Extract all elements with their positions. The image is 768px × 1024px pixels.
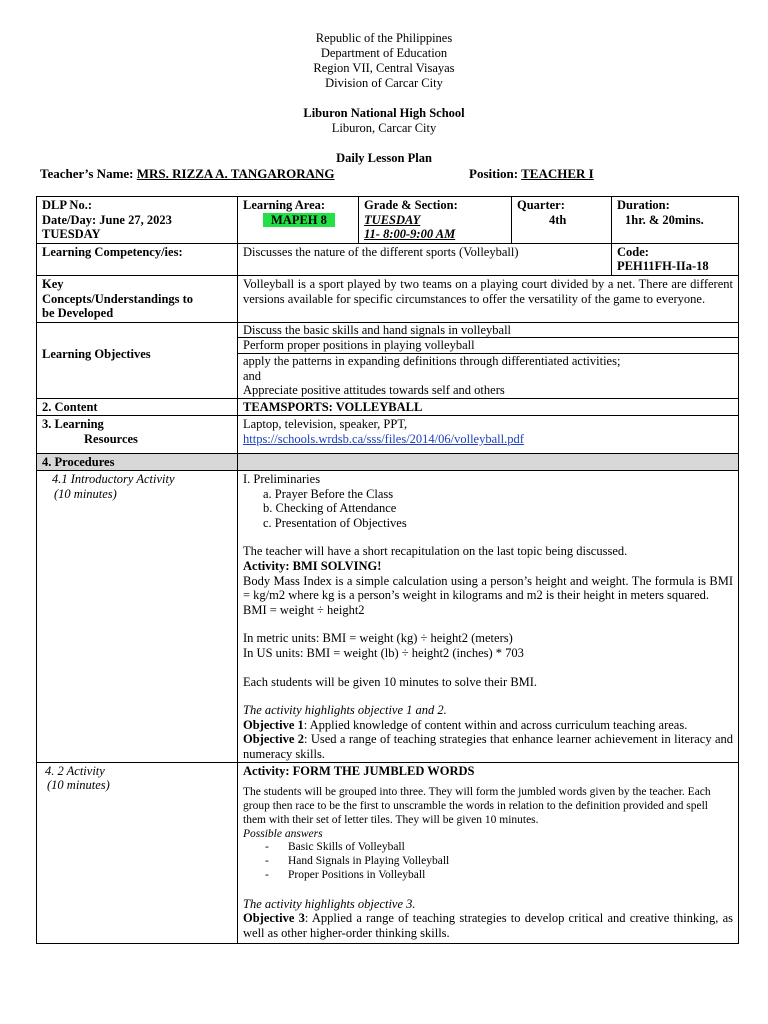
key-concepts-row (37, 275, 739, 322)
intro-activity-row (37, 471, 739, 763)
position-value: TEACHER I (521, 166, 594, 181)
content-label: 2. Content (37, 398, 238, 416)
key-concepts-label (37, 275, 238, 322)
bmi-description: Body Mass Index is a simple calculation using a person’s height and weight. The formula is BMI = kg/m2 where kg is a person’s weight in kilograms and m2 is their height in meters squared. (243, 573, 733, 603)
bmi-formula: BMI = weight ÷ height2 (243, 602, 365, 617)
grade-time: 11- 8:00-9:00 AM (364, 227, 456, 242)
activity-title: Activity: FORM THE JUMBLED WORDS (243, 763, 475, 778)
answer-item (243, 869, 733, 883)
objectives-list (238, 322, 739, 398)
resources-label-1: 3. Learning (42, 417, 104, 432)
grade-section-cell (359, 197, 512, 244)
procedures-bar (238, 453, 739, 471)
learning-area-value: MAPEH 8 (263, 213, 335, 227)
quarter-cell (512, 197, 612, 244)
intro-activity-label (37, 471, 238, 763)
teacher-name-label: Teacher’s Name: (40, 166, 134, 181)
activity-time: (10 minutes) (47, 778, 110, 793)
preliminary-item: a. Prayer Before the Class (263, 486, 394, 501)
objective-3-label: Objective 3 (243, 911, 305, 926)
activity-highlights: The activity highlights objective 3. (243, 896, 416, 911)
date-label: Date/Day: June 27, 2023 (42, 212, 172, 227)
intro-activity-body (238, 471, 739, 763)
document-header (0, 31, 768, 91)
objective-3 (243, 911, 733, 940)
key-concepts-text: Volleyball is a sport played by two teams on a playing court divided by a net. There are different versions available for specific circumstances to offer the versatility of the game to everyone. (238, 275, 739, 322)
recap-text: The teacher will have a short recapitulation on the last topic being discussed. (243, 544, 628, 559)
intro-label: 4.1 Introductory Activity (52, 472, 175, 487)
resources-text (238, 416, 739, 453)
resources-link[interactable]: https://schools.wrdsb.ca/sss/files/2014/06/volleyball.pdf (243, 431, 524, 446)
header-line-4: Division of Carcar City (325, 76, 443, 90)
quarter-value: 4th (549, 212, 567, 227)
dlp-label: DLP No.: (42, 198, 92, 212)
objective-2 (243, 732, 733, 761)
school-header (0, 106, 768, 136)
bmi-instruction: Each students will be given 10 minutes to solve their BMI. (243, 674, 538, 689)
objective-item: and (243, 368, 262, 383)
quarter-label: Quarter: (517, 198, 565, 212)
dash: - (265, 868, 269, 881)
resources-row (37, 416, 739, 453)
learning-area-label: Learning Area: (243, 198, 326, 212)
learning-area-cell (238, 197, 359, 244)
competency-text: Discusses the nature of the different sports (Volleyball) (238, 243, 612, 275)
dash: - (265, 855, 269, 868)
objective-2-text: : Used a range of teaching strategies that enhance learner achievement in literacy and numeracy skills. (243, 732, 733, 761)
info-row (37, 197, 739, 244)
content-text: TEAMSPORTS: VOLLEYBALL (238, 398, 739, 416)
objective-1-label: Objective 1 (243, 717, 304, 732)
intro-highlights: The activity highlights objective 1 and 2. (243, 703, 447, 718)
resources-label (37, 416, 238, 453)
grade-day: TUESDAY (364, 212, 421, 227)
bmi-us: In US units: BMI = weight (lb) ÷ height2 (inches) * 703 (243, 646, 524, 661)
code-value: PEH11FH-IIa-18 (617, 259, 709, 274)
objectives-label: Learning Objectives (37, 322, 238, 398)
teacher-name: MRS. RIZZA A. TANGARORANG (136, 166, 335, 181)
header-line-3: Region VII, Central Visayas (313, 61, 455, 75)
activity-label-text: 4. 2 Activity (45, 763, 105, 778)
objective-item: Discuss the basic skills and hand signals in volleyball (243, 322, 512, 337)
objective-2-label: Objective 2 (243, 732, 304, 747)
answer-text: Hand Signals in Playing Volleyball (288, 855, 450, 868)
preliminary-item: b. Checking of Attendance (263, 501, 397, 516)
procedures-label: 4. Procedures (37, 453, 238, 471)
grade-section-label: Grade & Section: (364, 198, 458, 212)
duration-value: 1hr. & 20mins. (625, 212, 704, 227)
preliminary-item: c. Presentation of Objectives (263, 515, 407, 530)
intro-time: (10 minutes) (54, 486, 117, 501)
procedures-row (37, 453, 739, 471)
activity-description: The students will be grouped into three. They will form the jumbled words given by the teacher. Each group then race to be the first to unscramble the words in relation to the definition provided and spell them with their set of letter tiles. They will be given 10 minutes. (243, 786, 711, 826)
header-line-2: Department of Education (320, 46, 448, 60)
bmi-metric: In metric units: BMI = weight (kg) ÷ height2 (meters) (243, 631, 513, 646)
dlp-cell (37, 197, 238, 244)
activity-body (238, 762, 739, 943)
answer-text: Proper Positions in Volleyball (288, 868, 426, 881)
dash: - (265, 841, 269, 854)
bmi-activity-title: Activity: BMI SOLVING! (243, 559, 382, 574)
document-title: Daily Lesson Plan (336, 151, 432, 165)
resources-list: Laptop, television, speaker, PPT, (243, 417, 408, 432)
answer-item (243, 855, 733, 869)
key-label-2: Concepts/Understandings to (42, 291, 194, 306)
objective-item: Appreciate positive attitudes towards self and others (243, 383, 505, 398)
answer-item (243, 841, 733, 855)
activity-row (37, 762, 739, 943)
preliminaries-heading: I. Preliminaries (243, 472, 321, 487)
key-label-3: be Developed (42, 306, 114, 321)
content-row (37, 398, 739, 416)
duration-label: Duration: (617, 198, 670, 212)
objective-3-text: : Applied a range of teaching strategies to develop critical and creative thinking, as well as other higher-order thinking skills. (243, 911, 733, 940)
code-cell (612, 243, 739, 275)
code-label: Code: (617, 244, 649, 259)
day-value: TUESDAY (42, 227, 101, 242)
objective-1-text: : Applied knowledge of content within and across curriculum teaching areas. (303, 717, 688, 732)
possible-answers-label: Possible answers (243, 827, 323, 840)
activity-label (37, 762, 238, 943)
school-address: Liburon, Carcar City (331, 121, 437, 135)
key-label-1: Key (42, 276, 64, 291)
objective-item: apply the patterns in expanding definitions through differentiated activities; (238, 353, 738, 369)
objectives-row (37, 322, 739, 398)
header-line-1: Republic of the Philippines (315, 31, 453, 45)
position-label: Position: (469, 166, 519, 181)
objective-1 (243, 718, 733, 733)
competency-row (37, 243, 739, 275)
answer-text: Basic Skills of Volleyball (288, 841, 405, 854)
position-group (469, 166, 594, 181)
teacher-line (40, 166, 740, 181)
objective-item: Perform proper positions in playing volleyball (238, 337, 738, 353)
duration-cell (612, 197, 739, 244)
competency-label: Learning Competency/ies: (37, 243, 238, 275)
resources-label-2: Resources (84, 431, 138, 446)
school-name: Liburon National High School (303, 106, 465, 120)
lesson-plan-table (36, 196, 739, 944)
